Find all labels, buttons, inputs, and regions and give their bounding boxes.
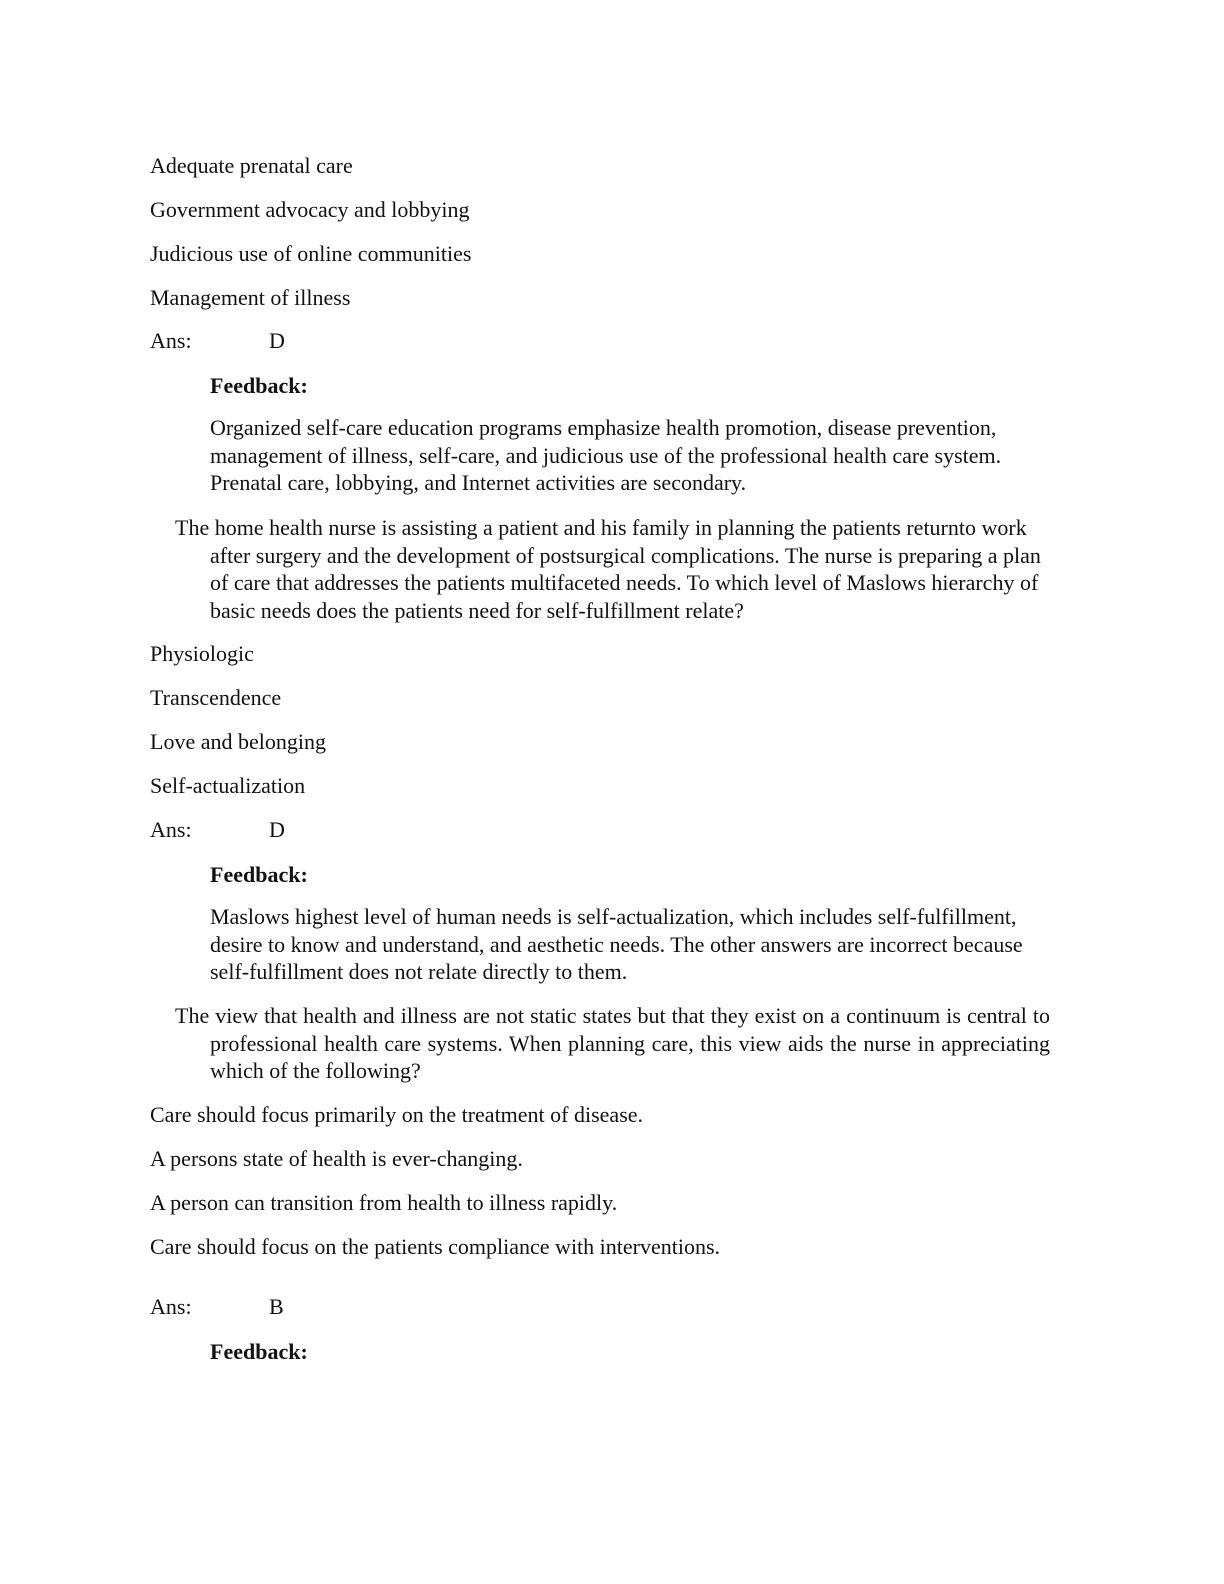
answer-label: Ans: (150, 1294, 192, 1319)
option-c: Love and belonging (150, 729, 326, 754)
feedback-text: Maslows highest level of human needs is self-actualization, which includes self-fulfillment, desire to know and understand, and aesthetic needs. The other answers are incorrect because self-fulfillment does not relate directly to them. (210, 904, 1023, 984)
option-b: A persons state of health is ever-changing. (150, 1146, 523, 1171)
answer-value: D (269, 328, 285, 353)
answer-label: Ans: (150, 817, 192, 842)
option-d: Self-actualization (150, 773, 306, 798)
answer-label: Ans: (150, 328, 192, 353)
answer-row (150, 1293, 350, 1320)
feedback-label: Feedback: (210, 373, 308, 398)
feedback-label: Feedback: (210, 1339, 308, 1364)
answer-value: D (269, 817, 285, 842)
option-b: Government advocacy and lobbying (150, 197, 470, 222)
option-a: Care should focus primarily on the treatment of disease. (150, 1102, 644, 1127)
option-d: Management of illness (150, 285, 351, 310)
option-a: Physiologic (150, 641, 254, 666)
question-text: The view that health and illness are not static states but that they exist on a continuum is central to professional health care systems. When planning care, this view aids the nurse in appreciating which of the following? (175, 1003, 1050, 1083)
option-c: A person can transition from health to illness rapidly. (150, 1190, 618, 1215)
answer-value: B (269, 1294, 284, 1319)
option-d: Care should focus on the patients compliance with interventions. (150, 1234, 721, 1259)
feedback-text: Organized self-care education programs emphasize health promotion, disease prevention, management of illness, self-care, and judicious use of the professional health care system. Prenatal care, lobbying, and Internet activities are secondary. (210, 415, 1002, 495)
answer-row (150, 816, 350, 843)
question-text: The home health nurse is assisting a patient and his family in planning the patients returnto work after surgery and the development of postsurgical complications. The nurse is preparing a plan of care that addresses the patients multifaceted needs. To which level of Maslows hierarchy of basic needs does the patients need for self-fulfillment relate? (175, 515, 1041, 623)
feedback-label: Feedback: (210, 862, 308, 887)
option-c: Judicious use of online communities (150, 241, 472, 266)
option-a: Adequate prenatal care (150, 153, 353, 178)
answer-row (150, 327, 350, 354)
option-b: Transcendence (150, 685, 282, 710)
